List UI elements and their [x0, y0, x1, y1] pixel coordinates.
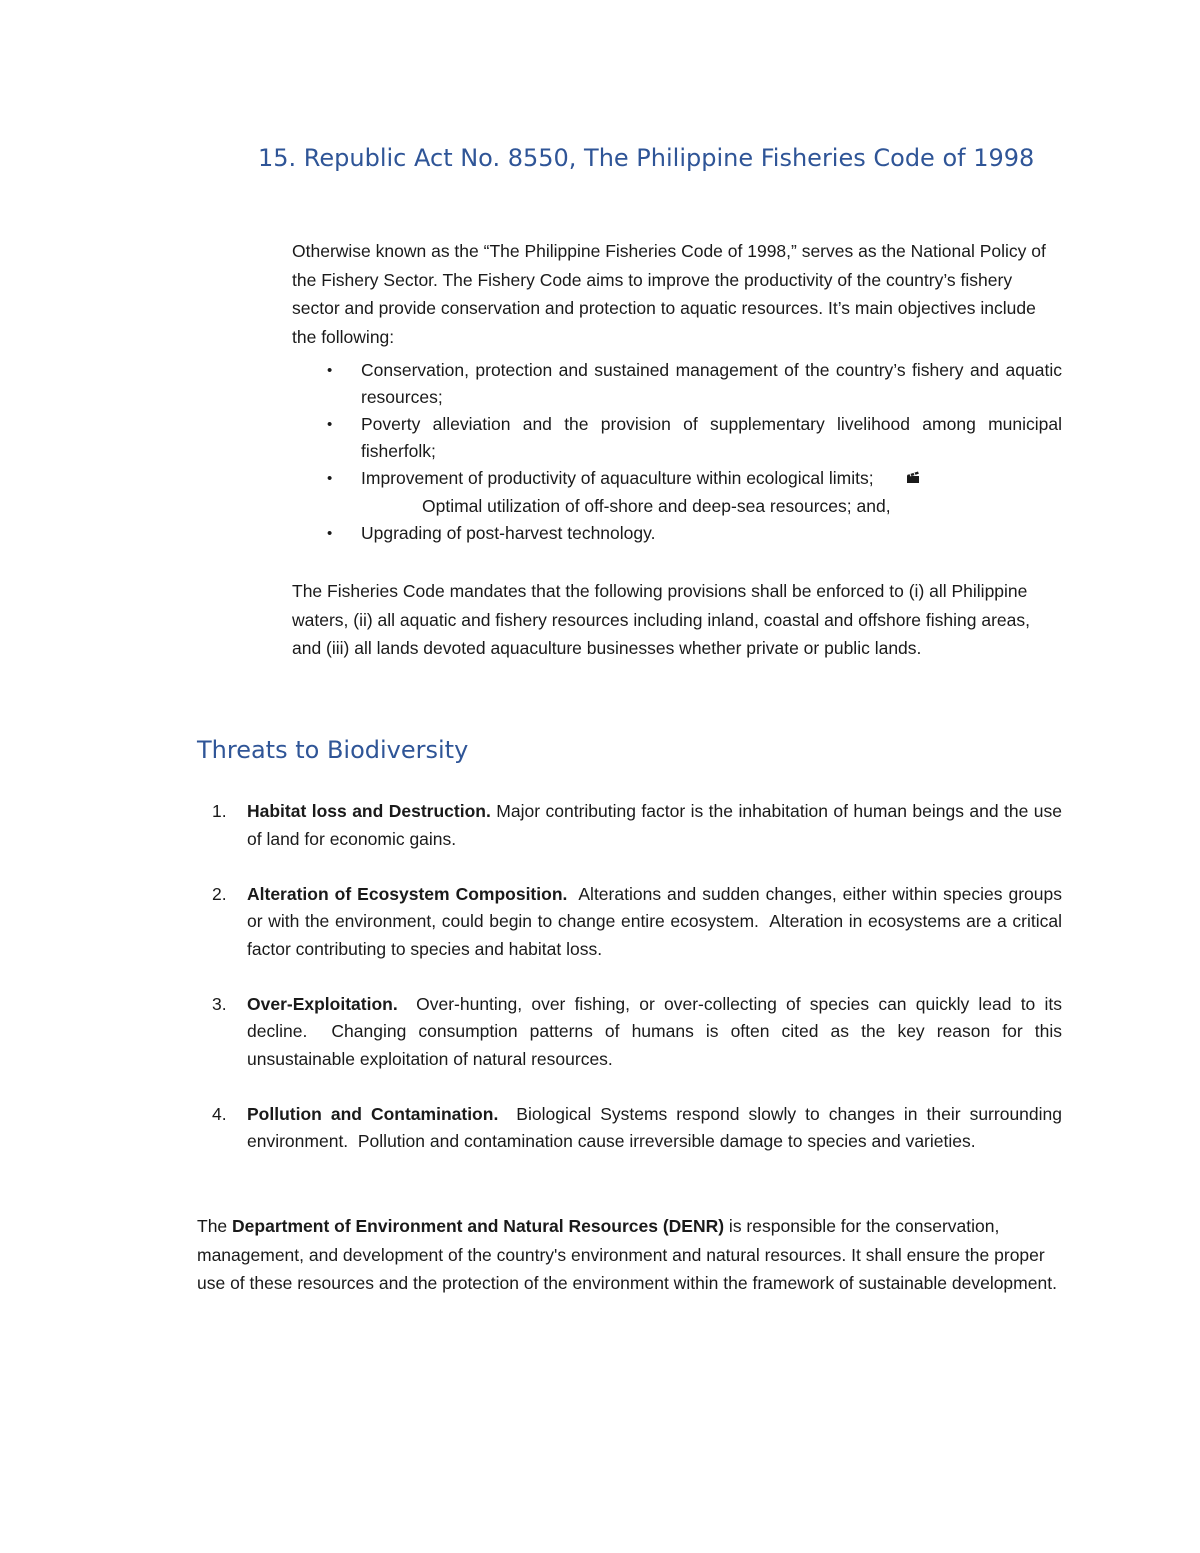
threat-text: Major contributing factor is the inhabitation of human beings and the use of land for economic gains.: [247, 801, 1067, 849]
threats-heading: Threats to Biodiversity: [197, 736, 469, 764]
denr-paragraph: [197, 1212, 1067, 1298]
threat-text: Over-hunting, over fishing, or over-collecting of species can quickly lead to its decline. Changing consumption patterns of humans is often cited as the key reason for this unsustainable exploitation of natural resources.: [247, 993, 1067, 1069]
list-number: 2.: [212, 883, 227, 904]
objective-text: Optimal utilization of off-shore and deep-sea resources; and,: [422, 496, 891, 516]
threat-title: Alteration of Ecosystem Composition.: [247, 883, 568, 904]
objective-text: Improvement of productivity of aquaculture within ecological limits;: [361, 468, 874, 488]
list-item: [292, 465, 1062, 493]
objectives-list: [292, 357, 1062, 547]
list-item: [197, 991, 1067, 1074]
list-number: 4.: [212, 1103, 227, 1124]
act-heading: 15. Republic Act No. 8550, The Philippine Fisheries Code of 1998: [258, 144, 1035, 172]
threat-title: Habitat loss and Destruction.: [247, 801, 491, 821]
threats-list: [197, 798, 1067, 1156]
objective-text: Poverty alleviation and the provision of supplementary livelihood among municipal fisherfolk;: [361, 414, 1062, 461]
threat-title: Over-Exploitation.: [247, 993, 398, 1014]
list-item: [292, 357, 1062, 411]
intro-paragraph: Otherwise known as the “The Philippine Fisheries Code of 1998,” serves as the National Policy of the Fishery Sector. The Fishery Code aims to improve the productivity of the country’s fishery sector and provide conservation and protection to aquatic resources. It’s main objectives include the following:: [292, 241, 1046, 347]
denr-prefix: The: [197, 1216, 233, 1236]
bullet-icon: •: [327, 470, 333, 487]
mandate-paragraph: The Fisheries Code mandates that the following provisions shall be enforced to (i) all Philippine waters, (ii) all aquatic and fishery resources including inland, coastal and offshore fishing areas, and (iii) all lands devoted aquaculture businesses whether private or public lands.: [292, 581, 1030, 658]
list-item: [197, 1101, 1067, 1156]
list-number: 1.: [212, 801, 227, 821]
clapperboard-icon: [906, 466, 920, 493]
list-item: [292, 520, 1062, 547]
list-number: 3.: [212, 993, 227, 1014]
denr-name: Department of Environment and Natural Resources (DENR): [232, 1216, 725, 1236]
bullet-icon: •: [327, 362, 333, 379]
list-item: [292, 411, 1062, 465]
threat-title: Pollution and Contamination.: [247, 1103, 499, 1124]
objective-text: Conservation, protection and sustained management of the country’s fishery and aquatic resources;: [361, 360, 1062, 407]
threat-text: Alterations and sudden changes, either within species groups or with the environment, could begin to change entire ecosystem. Alteration in ecosystems are a critical factor contributing to species and habitat loss.: [247, 883, 1067, 959]
denr-text: is responsible for the conservation, management, and development of the country's environment and natural resources. It shall ensure the proper use of these resources and the protection of the environment within the framework of sustainable development.: [197, 1216, 1057, 1293]
list-item: [197, 798, 1067, 853]
bullet-icon: •: [327, 416, 333, 433]
threat-text: Biological Systems respond slowly to changes in their surrounding environment. Pollution and contamination cause irreversible damage to species and varieties.: [247, 1103, 1067, 1151]
objective-text: Upgrading of post-harvest technology.: [361, 523, 656, 543]
bullet-icon: •: [327, 525, 333, 542]
list-item: [292, 493, 1062, 520]
list-item: [197, 881, 1067, 964]
